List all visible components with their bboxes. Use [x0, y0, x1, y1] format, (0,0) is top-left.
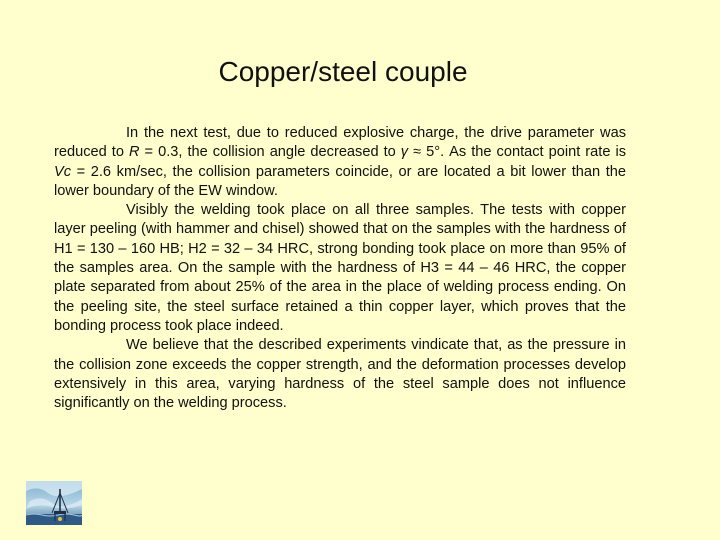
paragraph-1-text-4: = 2.6 km/sec, the collision parameters coincide, or are located a bit lower than the lower boundary of the EW window.: [54, 163, 626, 199]
symbol-vc: Vc: [54, 163, 72, 180]
symbol-gamma: γ: [400, 144, 409, 161]
paragraph-2-text: Visibly the welding took place on all three samples. The tests with copper layer peeling (with hammer and chisel) showed that on the samples with the hardness of H1 = 130 – 160 HB; H2 = 32 – 34 HRC, strong bonding took place on more than 95% of the samples area. On the sample with the hardness of H3 = 44 – 46 HRC, the copper plate separated from about 25% of the area in the place of welding process ending. On the peeling site, the steel surface retained a thin copper layer, which proves that the bonding process took place indeed.: [54, 202, 626, 334]
slide-body: [54, 124, 626, 413]
paragraph-1: [54, 124, 626, 201]
symbol-r: R: [128, 144, 140, 161]
paragraph-3-text: We believe that the described experiments vindicate that, as the pressure in the collision zone exceeds the copper strength, and the deformation processes develop extensively in this area, varying hardness of the steel sample does not influence significantly on the welding process.: [54, 337, 626, 412]
paragraph-1-text-1: In the next test, due to reduced explosive charge, the drive parameter was reduced to: [54, 125, 626, 161]
paragraph-2: [54, 201, 626, 336]
paragraph-3: [54, 336, 626, 413]
oil-platform-logo-icon: [26, 481, 82, 525]
paragraph-1-text-3: ≈ 5°. As the contact point rate is: [408, 144, 626, 161]
slide-title: Copper/steel couple: [218, 56, 468, 87]
paragraph-1-text-2: = 0.3, the collision angle decreased to: [139, 144, 401, 161]
